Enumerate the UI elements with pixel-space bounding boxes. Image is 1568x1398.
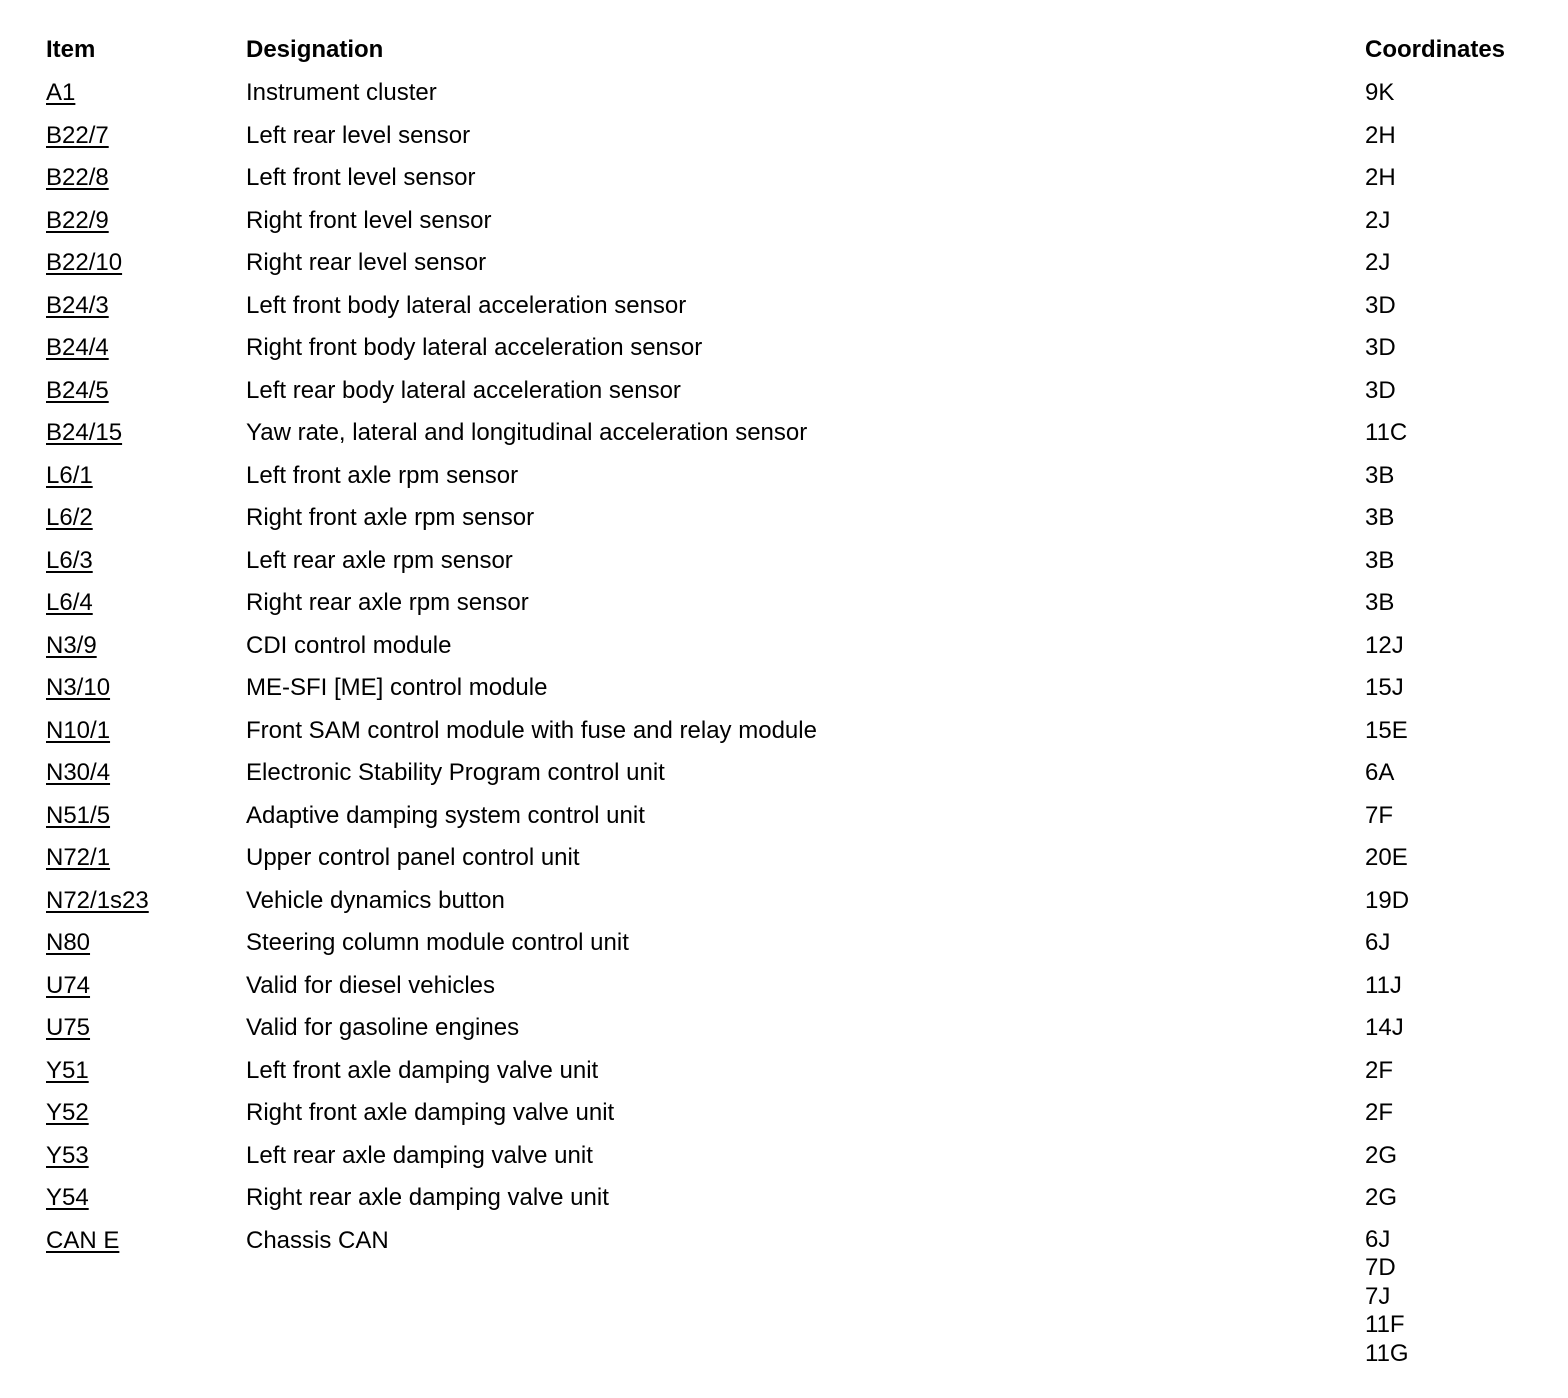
item-link[interactable]: N3/10: [46, 674, 111, 701]
coordinate-text: 20E: [1365, 844, 1408, 871]
designation-text: Right rear axle rpm sensor: [246, 589, 529, 616]
table-row: [46, 157, 1536, 200]
item-link[interactable]: B24/3: [46, 291, 109, 319]
designation-text: Left front axle damping valve unit: [246, 1056, 599, 1084]
coordinate-text: 3B: [1365, 589, 1395, 616]
coordinate-text: 9K: [1365, 79, 1395, 106]
coordinate-text: 2F: [1365, 1056, 1394, 1084]
coordinate-text: 15E: [1365, 716, 1408, 744]
designation-text: Steering column module control unit: [246, 929, 629, 956]
item-link[interactable]: N30/4: [46, 759, 111, 786]
designation-text: Adaptive damping system control unit: [246, 801, 645, 829]
table-row: [46, 1007, 1536, 1050]
table-row: [46, 1135, 1536, 1178]
designation-text: Right rear level sensor: [246, 249, 487, 276]
coordinate-text: 3D: [1365, 334, 1396, 361]
designation-text: Front SAM control module with fuse and relay module: [246, 716, 817, 744]
item-link[interactable]: B24/5: [46, 376, 109, 404]
table-row: [46, 837, 1536, 880]
table-row: [46, 582, 1536, 625]
table-row: [46, 327, 1536, 370]
component-legend-table: [46, 29, 1536, 1367]
designation-text: Right front axle rpm sensor: [246, 504, 535, 531]
header-designation: Designation: [246, 36, 384, 63]
coordinate-text: 12J: [1365, 631, 1404, 659]
coordinate-text: 3B: [1365, 546, 1395, 574]
designation-text: Valid for gasoline engines: [246, 1014, 520, 1041]
coordinate-text: 3B: [1365, 504, 1395, 531]
header-item: Item: [46, 36, 96, 63]
table-row: [46, 497, 1536, 540]
item-link[interactable]: A1: [46, 79, 76, 106]
coordinate-text: 2H: [1365, 121, 1396, 149]
item-link[interactable]: N10/1: [46, 716, 111, 744]
item-link[interactable]: B24/4: [46, 334, 109, 361]
coordinate-text: 2G: [1365, 1184, 1398, 1211]
table-row: [46, 72, 1536, 115]
designation-text: Chassis CAN: [246, 1226, 389, 1254]
designation-text: Left rear body lateral acceleration sensor: [246, 376, 681, 404]
table-row: [46, 242, 1536, 285]
coordinate-text: 3B: [1365, 461, 1395, 489]
coordinate-text: 3D: [1365, 291, 1396, 319]
table-row: [46, 710, 1536, 753]
item-link[interactable]: N51/5: [46, 801, 111, 829]
item-link[interactable]: Y51: [46, 1056, 89, 1084]
table-row: [46, 412, 1536, 455]
table-header: [46, 29, 1536, 72]
designation-text: Instrument cluster: [246, 79, 437, 106]
coordinate-text: 2J: [1365, 249, 1391, 276]
item-link[interactable]: N72/1: [46, 844, 111, 871]
coordinate-text: 7F: [1365, 801, 1394, 829]
coordinate-text: 11J: [1365, 971, 1402, 999]
item-link[interactable]: N3/9: [46, 631, 97, 659]
designation-text: Yaw rate, lateral and longitudinal acceleration sensor: [246, 419, 808, 446]
item-link[interactable]: B24/15: [46, 419, 123, 446]
item-link[interactable]: U74: [46, 971, 91, 999]
table-row: [46, 625, 1536, 668]
coordinate-text: 2F: [1365, 1099, 1394, 1126]
designation-text: Electronic Stability Program control unit: [246, 759, 665, 786]
designation-text: Left front level sensor: [246, 164, 476, 191]
table-row: [46, 795, 1536, 838]
coordinate-text: 2J: [1365, 206, 1391, 234]
coordinate-text: 6J: [1365, 929, 1391, 956]
designation-text: ME-SFI [ME] control module: [246, 674, 548, 701]
table-row: [46, 200, 1536, 243]
item-link[interactable]: B22/9: [46, 206, 109, 234]
designation-text: CDI control module: [246, 631, 452, 659]
designation-text: Left front axle rpm sensor: [246, 461, 519, 489]
coordinate-text: 11G: [1365, 1339, 1409, 1367]
table-row: [46, 1092, 1536, 1135]
item-link[interactable]: B22/10: [46, 249, 123, 276]
designation-text: Valid for diesel vehicles: [246, 971, 496, 999]
designation-text: Right rear axle damping valve unit: [246, 1184, 609, 1211]
table-row: [46, 285, 1536, 328]
coordinate-text: 6J: [1365, 1225, 1391, 1253]
designation-text: Right front axle damping valve unit: [246, 1099, 615, 1126]
table-row: [46, 1050, 1536, 1093]
table-row: [46, 922, 1536, 965]
designation-text: Upper control panel control unit: [246, 844, 580, 871]
table-body: [46, 72, 1536, 1367]
designation-text: Left rear level sensor: [246, 121, 471, 149]
designation-text: Left front body lateral acceleration sensor: [246, 291, 687, 319]
item-link[interactable]: N80: [46, 929, 91, 956]
item-link[interactable]: N72/1s23: [46, 886, 149, 914]
designation-text: Right front level sensor: [246, 206, 492, 234]
table-row: [46, 965, 1536, 1008]
designation-text: Vehicle dynamics button: [246, 886, 505, 914]
table-row: [46, 880, 1536, 923]
item-link[interactable]: Y53: [46, 1141, 89, 1169]
item-link[interactable]: L6/4: [46, 589, 93, 616]
coordinate-text: 15J: [1365, 674, 1404, 701]
item-link[interactable]: L6/3: [46, 546, 93, 574]
item-link[interactable]: L6/1: [46, 461, 93, 489]
coordinate-text: 19D: [1365, 886, 1410, 914]
item-link[interactable]: Y52: [46, 1099, 89, 1126]
table-row: [46, 455, 1536, 498]
coordinate-text: 6A: [1365, 759, 1395, 786]
table-row: [46, 1220, 1536, 1367]
table-row: [46, 115, 1536, 158]
header-coordinates: Coordinates: [1365, 36, 1506, 63]
item-link[interactable]: U75: [46, 1014, 91, 1041]
coordinate-text: 11C: [1365, 419, 1408, 446]
item-link[interactable]: Y54: [46, 1184, 89, 1211]
table-row: [46, 1177, 1536, 1220]
item-link[interactable]: B22/7: [46, 121, 109, 149]
coordinate-list: [1365, 1220, 1409, 1369]
coordinate-text: 3D: [1365, 376, 1396, 404]
coordinate-text: 14J: [1365, 1014, 1404, 1041]
item-link[interactable]: CAN E: [46, 1226, 120, 1254]
coordinate-text: 7D: [1365, 1254, 1396, 1281]
item-link[interactable]: L6/2: [46, 504, 93, 531]
coordinate-text: 7J: [1365, 1282, 1391, 1310]
coordinate-text: 2G: [1365, 1141, 1398, 1169]
item-link[interactable]: B22/8: [46, 164, 109, 191]
designation-text: Right front body lateral acceleration sensor: [246, 334, 703, 361]
coordinate-text: 2H: [1365, 164, 1396, 191]
designation-text: Left rear axle damping valve unit: [246, 1141, 593, 1169]
table-row: [46, 540, 1536, 583]
table-row: [46, 667, 1536, 710]
table-row: [46, 370, 1536, 413]
table-row: [46, 752, 1536, 795]
coordinate-text: 11F: [1365, 1311, 1405, 1338]
designation-text: Left rear axle rpm sensor: [246, 546, 513, 574]
